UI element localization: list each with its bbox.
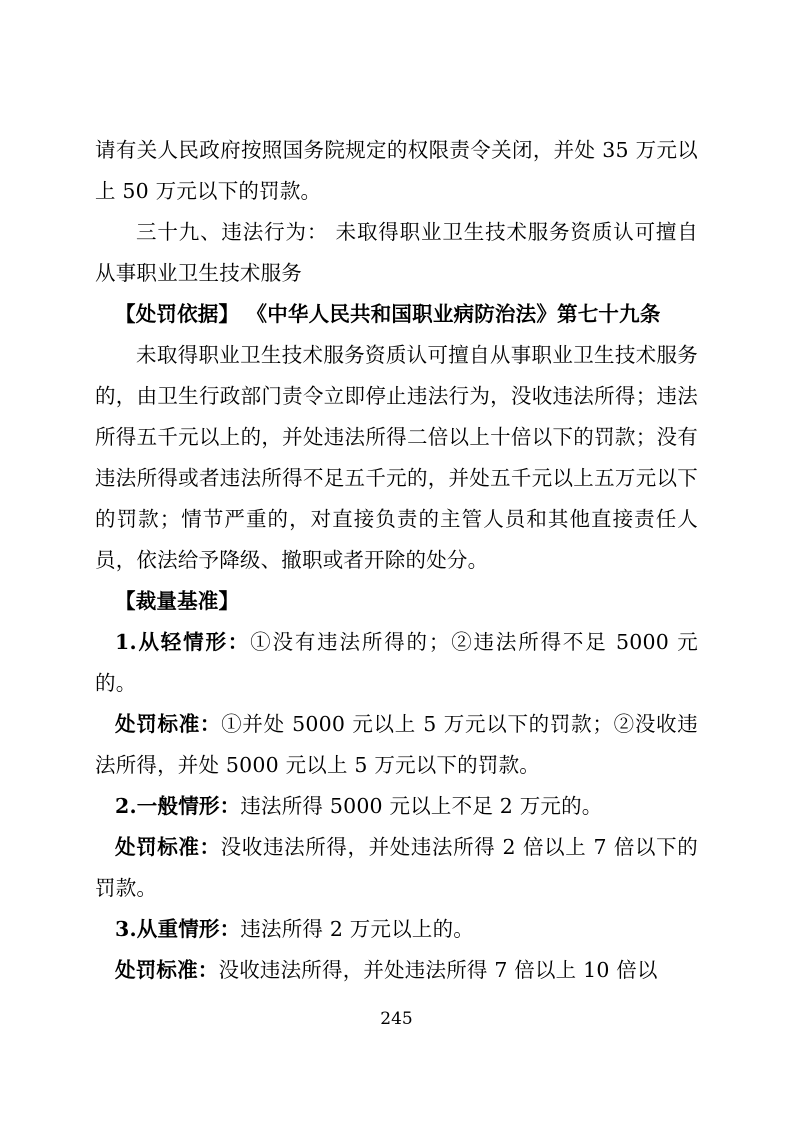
severe-case-label: 3.从重情形： [115, 917, 241, 941]
paragraph-lenient-case [95, 622, 698, 704]
paragraph-severe-penalty [95, 950, 698, 991]
lenient-penalty-text: ①并处 5000 元以上 5 万元以下的罚款；②没收违法所得，并处 5000 元以上 5 万元以下的罚款。 [95, 712, 698, 777]
paragraph-general-case [95, 786, 698, 827]
severe-penalty-label: 处罚标准： [115, 958, 219, 982]
lenient-penalty-label: 处罚标准： [115, 712, 222, 736]
severe-penalty-text: 没收违法所得，并处违法所得 7 倍以上 10 倍以 [218, 958, 658, 982]
paragraph-severe-case [95, 909, 698, 950]
general-case-label: 2.一般情形： [115, 794, 241, 818]
page-number: 245 [380, 1009, 413, 1029]
paragraph-general-penalty [95, 827, 698, 909]
general-case-text: 违法所得 5000 元以上不足 2 万元的。 [240, 794, 603, 818]
paragraph-discretion-standard-heading: 【裁量基准】 [115, 589, 240, 613]
paragraph-continuation: 请有关人民政府按照国务院规定的权限责令关闭，并处 35 万元以上 50 万元以下的罚款。 [95, 138, 698, 203]
paragraph-legal-text: 未取得职业卫生技术服务资质认可擅自从事职业卫生技术服务的，由卫生行政部门责令立即停止违法行为，没收违法所得；违法所得五千元以上的，并处违法所得二倍以上十倍以下的罚款；没有违法所得或者违法所得不足五千元的，并处五千元以上五万元以下的罚款；情节严重的，对直接负责的主管人员和其他直接责任人员，依法给予降级、撤职或者开除的处分。 [95, 343, 698, 572]
paragraph-violation-item: 三十九、违法行为： 未取得职业卫生技术服务资质认可擅自从事职业卫生技术服务 [95, 220, 698, 285]
general-penalty-text: 没收违法所得，并处违法所得 2 倍以上 7 倍以下的罚款。 [95, 835, 698, 900]
lenient-case-label: 1.从轻情形： [115, 630, 251, 654]
general-penalty-label: 处罚标准： [115, 835, 221, 859]
lenient-case-text: ①没有违法所得的；②违法所得不足 5000 元的。 [95, 630, 698, 695]
paragraph-lenient-penalty [95, 704, 698, 786]
severe-case-text: 违法所得 2 万元以上的。 [240, 917, 474, 941]
paragraph-penalty-basis: 【处罚依据】 《中华人民共和国职业病防治法》第七十九条 [115, 302, 661, 326]
